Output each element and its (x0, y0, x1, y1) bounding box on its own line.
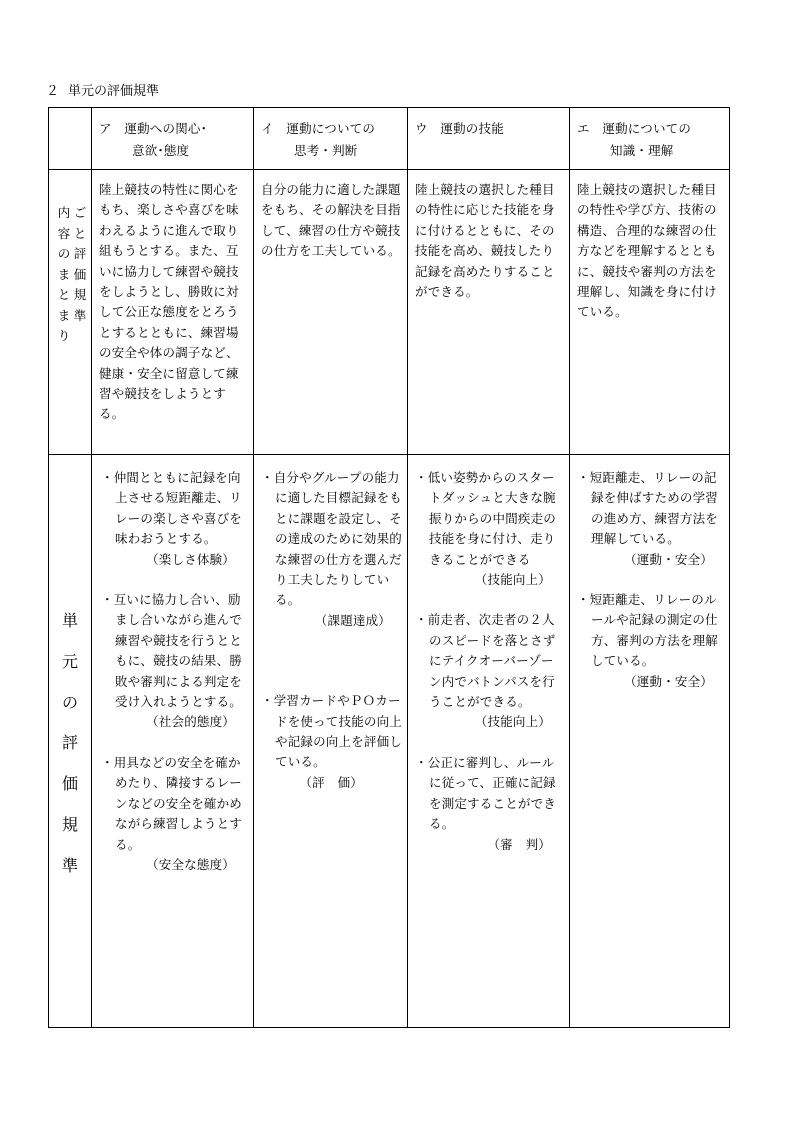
label-char: 規 (73, 287, 87, 302)
content-cell-u: 陸上競技の選択した種目の特性に応じた技能を身に付けるとともに、その技能を高め、競技したり記録を高めたりすることができる。 (415, 182, 555, 300)
criteria-column-a (101, 468, 247, 895)
criteria-item (101, 590, 247, 733)
criteria-tag: （安全な態度） (146, 856, 235, 872)
row-label-content-criteria (53, 203, 89, 403)
label-char: と (57, 287, 71, 302)
label-char: り (57, 328, 71, 343)
header-line1: ア 運動への関心･ (99, 121, 208, 136)
table-divider (49, 169, 729, 170)
header-cell-u (415, 118, 565, 140)
label-char: 規 (62, 814, 79, 834)
criteria-item (261, 691, 403, 793)
label-char: 単 (62, 611, 79, 630)
criteria-text: ・前走者、次走者の２人のスピードを落とさずにテイクオーバーゾーン内でバトンパスを行うことができる。 (415, 612, 556, 710)
criteria-text: ・短距離走、リレーのルールや記録の測定の仕方、審判の方法を理解している。 (577, 592, 719, 669)
criteria-item (101, 753, 247, 875)
label-char: 評 (62, 733, 79, 753)
criteria-text: ・短距離走、リレーの記録を伸ばすための学習の進め方、練習方法を理解している。 (577, 470, 719, 547)
criteria-column-e (577, 468, 725, 712)
content-cell-a: 陸上競技の特性に関心をもち、楽しさや喜びを味わえるように進んで取り組もうとする。また、互いに協力して練習や競技をしようとし、勝敗に対して公正な態度をとろうとするとともに、練習場の安全や体の調子など、健康・安全に留意して練習や競技をしようとする。 (99, 182, 239, 422)
criteria-item (577, 590, 725, 692)
criteria-tag: （社会的態度） (146, 714, 235, 730)
criteria-text: ・公正に審判し、ルールに従って、正確に記録を測定することができる。 (415, 754, 557, 832)
label-char: と (73, 225, 87, 241)
table-divider (253, 108, 254, 1027)
criteria-text: ・低い姿勢からのスタートダッシュと大きな腕振りからの中間疾走の技能を身に付け、走りきることができる (415, 470, 557, 567)
section-heading (46, 80, 159, 99)
criteria-tag: （運動・安全） (624, 551, 713, 567)
label-char: ま (57, 266, 71, 282)
table-divider (91, 108, 92, 1027)
label-char: の (57, 246, 71, 261)
criteria-tag: （運動・安全） (624, 673, 713, 689)
criteria-item (261, 468, 403, 631)
criteria-text: ・自分やグループの能力に適した目標記録をもとに課題を設定し、その達成のために効果的な練習の仕方を選んだり工夫したりしている。 (261, 470, 403, 608)
criteria-tag: （評 価） (299, 774, 363, 790)
label-char: 内 (57, 205, 71, 220)
section-title: 単元の評価規準 (68, 84, 160, 99)
label-char: ま (57, 307, 71, 323)
label-column-right (73, 203, 87, 326)
header-line2: 知識・理解 (610, 143, 674, 158)
criteria-text: ・学習カードやＰＯカードを使って技能の向上や記録の向上を評価している。 (261, 693, 403, 770)
criteria-text: ・用具などの安全を確かめたり、隣接するレーンなどの安全を確かめながら練習しようとする。 (101, 754, 243, 852)
label-char: 容 (57, 225, 71, 241)
content-cell-e: 陸上競技の選択した種目の特性や学び方、技術の構造、合理的な練習の仕方などを理解するとともに、競技や審判の方法を理解し、知識を身に付けている。 (577, 182, 717, 320)
criteria-tag: （技能向上） (474, 572, 551, 588)
header-line1: イ 運動についての (261, 121, 376, 136)
label-column-left (57, 203, 71, 347)
criteria-item (415, 468, 563, 590)
section-number: ２ (46, 84, 60, 99)
label-char: 価 (73, 266, 87, 282)
criteria-item (415, 753, 563, 855)
criteria-tag: （審 判） (487, 836, 551, 852)
criteria-tag: （技能向上） (474, 714, 551, 730)
content-cell-i: 自分の能力に適した課題をもち、その解決を目指して、練習の仕方や競技の仕方を工夫している。 (261, 182, 401, 259)
criteria-tag: （楽しさ体験） (146, 551, 235, 567)
label-char: ご (73, 205, 87, 220)
header-cell-i (261, 118, 406, 162)
header-line1: エ 運動についての (577, 121, 692, 136)
criteria-item (101, 468, 247, 570)
label-char: 準 (73, 307, 87, 323)
criteria-column-u (415, 468, 563, 875)
label-char: 準 (62, 855, 79, 875)
header-cell-a (99, 118, 249, 162)
table-divider (407, 108, 408, 1027)
criteria-column-i (261, 468, 403, 813)
header-line2: 思考・判断 (294, 143, 358, 158)
label-char: 価 (62, 774, 79, 794)
row-label-unit-criteria (62, 608, 78, 894)
criteria-tag: （課題達成） (314, 612, 391, 628)
header-line2: 意欲･態度 (132, 143, 190, 158)
criteria-text: ・仲間とともに記録を向上させる短距離走、リレーの楽しさや喜びを味わおうとする。 (101, 470, 243, 547)
criteria-item (577, 468, 725, 570)
header-line1: ウ 運動の技能 (415, 121, 504, 136)
criteria-item (415, 610, 563, 732)
table-divider (49, 454, 729, 455)
label-char: 元 (62, 651, 79, 671)
criteria-text: ・互いに協力し合い、励まし合いながら進んで練習や競技を行うとともに、競技の結果、勝敗や審判による判定を受け入れようとする。 (101, 592, 243, 710)
table-divider (569, 108, 570, 1027)
evaluation-table (48, 107, 730, 1028)
label-char: の (62, 692, 79, 712)
label-char: 評 (73, 246, 87, 261)
header-cell-e (577, 118, 727, 162)
